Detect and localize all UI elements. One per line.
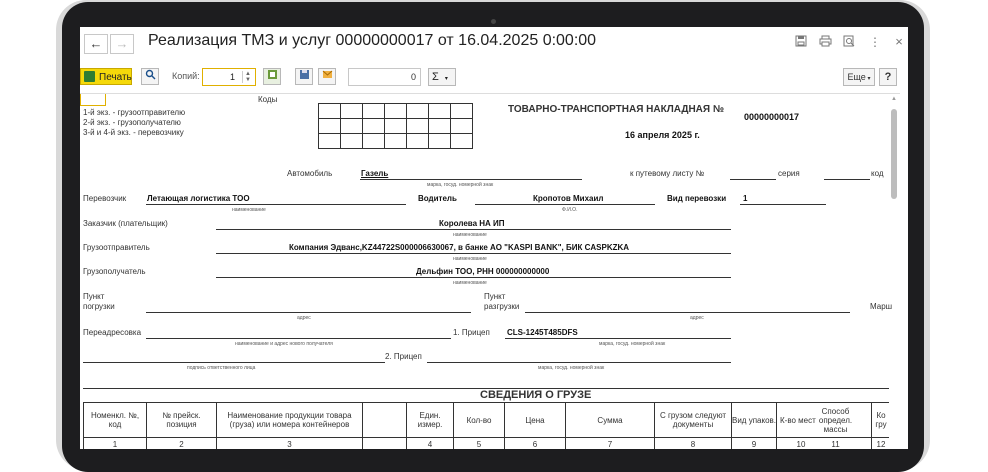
trailer-1-label: 1. Прицеп xyxy=(453,328,490,337)
car-caption: марка, госуд. номерной знак xyxy=(427,182,494,188)
scroll-thumb[interactable] xyxy=(891,109,897,199)
consignee-label: Грузополучатель xyxy=(83,267,146,276)
col-header-places-count: К-во мест xyxy=(780,415,816,425)
transport-kind-label: Вид перевозки xyxy=(667,194,727,203)
spreadsheet-document[interactable] xyxy=(80,93,900,449)
driver-value: Кропотов Михаил xyxy=(533,194,604,203)
route-label: Марш xyxy=(870,302,893,311)
col-number-10: 10 xyxy=(796,439,806,449)
document-title: ТОВАРНО-ТРАНСПОРТНАЯ НАКЛАДНАЯ № xyxy=(508,104,725,115)
print-button[interactable] xyxy=(80,68,132,85)
printer-icon[interactable] xyxy=(818,35,832,49)
col-header-cargo-class: Ко гру xyxy=(875,411,887,429)
loading-label-line-2: погрузки xyxy=(83,302,115,311)
print-button-label: Печать xyxy=(99,72,132,83)
trailer-1-caption: марка, госуд. номерной знак xyxy=(599,341,666,347)
col-number-6: 6 xyxy=(532,439,538,449)
carrier-caption: наименование xyxy=(232,207,266,213)
chevron-down-icon: ▾ xyxy=(865,76,871,82)
copies-label: Копий: xyxy=(172,71,200,81)
col-header-price-position: № прейск. позиция xyxy=(162,411,201,429)
printer-icon xyxy=(84,71,95,82)
col-header-sum: Сумма xyxy=(597,415,623,425)
col-header-packaging: Вид упаков. xyxy=(732,415,776,425)
carrier-label: Перевозчик xyxy=(83,194,127,203)
customer-value: Королева НА ИП xyxy=(439,219,505,228)
redirect-label: Переадресовка xyxy=(83,328,142,337)
consignee-caption: наименование xyxy=(453,280,487,286)
col-header-unit: Един. измер. xyxy=(417,411,443,429)
col-header-quantity: Кол-во xyxy=(466,415,492,425)
active-cell[interactable] xyxy=(80,94,106,106)
trailer-2-caption: марка, госуд. номерной знак xyxy=(538,365,605,371)
copies-input[interactable] xyxy=(202,68,256,86)
code-label: код xyxy=(871,169,884,178)
signature-caption: подпись ответственного лица xyxy=(187,365,256,371)
transport-kind-value: 1 xyxy=(743,194,748,203)
save-doc-icon[interactable] xyxy=(794,35,808,49)
col-number-12: 12 xyxy=(876,439,886,449)
col-number-5: 5 xyxy=(476,439,482,449)
sum-button[interactable] xyxy=(428,68,456,86)
col-number-9: 9 xyxy=(751,439,757,449)
sum-value-field[interactable]: 0 xyxy=(348,68,421,86)
col-number-7: 7 xyxy=(607,439,613,449)
preview-button[interactable] xyxy=(141,68,159,85)
floppy-icon xyxy=(299,69,310,80)
col-number-1: 1 xyxy=(112,439,118,449)
more-button-label: Еще xyxy=(847,72,866,82)
col-header-product-name: Наименование продукции товара (груза) или номера контейнеров xyxy=(227,411,352,429)
copy-note-3: 3-й и 4-й экз. - перевозчику xyxy=(83,128,184,137)
customer-label: Заказчик (плательщик) xyxy=(83,219,168,228)
col-number-4: 4 xyxy=(427,439,433,449)
document-number: 00000000017 xyxy=(744,112,800,122)
copy-note-1: 1-й экз. - грузоотправителю xyxy=(83,108,186,117)
carrier-value: Летающая логистика ТОО xyxy=(147,194,250,203)
car-label: Автомобиль xyxy=(287,169,333,178)
driver-label: Водитель xyxy=(418,194,457,203)
col-number-8: 8 xyxy=(690,439,696,449)
forward-button[interactable]: → xyxy=(110,34,134,54)
magnifier-icon xyxy=(145,69,156,80)
loading-label-line-1: Пункт xyxy=(83,292,105,301)
unloading-caption: адрес xyxy=(690,315,704,321)
help-button[interactable]: ? xyxy=(879,68,897,86)
window-title: Реализация ТМЗ и услуг 00000000017 от 16.04.2025 0:00:00 xyxy=(148,32,597,49)
cargo-section-title: СВЕДЕНИЯ О ГРУЗЕ xyxy=(480,389,592,401)
shipper-value: Компания Эдванс,KZ44722S000006630067, в банке АО "KASPI BANK", БИК CASPKZKA xyxy=(289,243,630,252)
sheet-settings-icon xyxy=(267,69,278,80)
codes-label: Коды xyxy=(258,95,278,104)
more-button[interactable] xyxy=(843,68,875,86)
series-label: серия xyxy=(778,169,800,178)
chevron-down-icon: ▾ xyxy=(444,76,448,82)
save-button[interactable] xyxy=(295,68,313,85)
col-number-11: 11 xyxy=(831,439,840,449)
trailer-2-label: 2. Прицеп xyxy=(385,352,422,361)
sigma-icon: Σ xyxy=(432,71,439,83)
col-header-price: Цена xyxy=(525,415,545,425)
vertical-scrollbar[interactable] xyxy=(890,95,898,449)
document-date: 16 апреля 2025 г. xyxy=(625,130,700,140)
trailer-1-value: CLS-1245T485DFS xyxy=(507,328,578,337)
consignee-value: Дельфин ТОО, РНН 000000000000 xyxy=(416,267,550,276)
unloading-label-line-1: Пункт xyxy=(484,292,506,301)
send-email-button[interactable] xyxy=(318,68,336,85)
shipper-caption: наименование xyxy=(453,256,487,262)
driver-caption: Ф.И.О. xyxy=(562,207,578,213)
close-icon[interactable]: × xyxy=(895,34,903,49)
copy-note-2: 2-й экз. - грузополучателю xyxy=(83,118,181,127)
unloading-label-line-2: разгрузки xyxy=(484,302,520,311)
title-bar xyxy=(80,27,908,59)
settings-button[interactable] xyxy=(263,68,281,85)
app-window xyxy=(80,27,908,449)
camera-dot xyxy=(491,19,496,24)
col-header-documents: С грузом следуют документы xyxy=(659,411,727,429)
envelope-icon xyxy=(322,69,333,80)
redirect-caption: наименование и адрес нового получателя xyxy=(235,341,333,347)
car-value: Газель xyxy=(361,169,389,178)
col-number-3: 3 xyxy=(287,439,292,449)
waybill-label: к путевому листу № xyxy=(630,169,705,178)
scroll-up-arrow-icon[interactable]: ▲ xyxy=(891,96,897,102)
col-header-nomenclature: Номенкл. №, код xyxy=(90,411,140,429)
col-number-2: 2 xyxy=(179,439,184,449)
toolbar xyxy=(80,67,908,91)
col-header-mass-method: Способ определ. массы xyxy=(818,406,853,434)
shipper-label: Грузоотправитель xyxy=(83,243,150,252)
back-button[interactable]: ← xyxy=(84,34,108,54)
copies-stepper[interactable]: ▲ ▼ xyxy=(242,71,253,83)
preview-icon[interactable] xyxy=(842,35,856,49)
more-vertical-icon[interactable]: ⋮ xyxy=(869,35,881,49)
loading-caption: адрес xyxy=(297,315,311,321)
copies-value: 1 xyxy=(229,72,235,82)
customer-caption: наименование xyxy=(453,232,487,238)
